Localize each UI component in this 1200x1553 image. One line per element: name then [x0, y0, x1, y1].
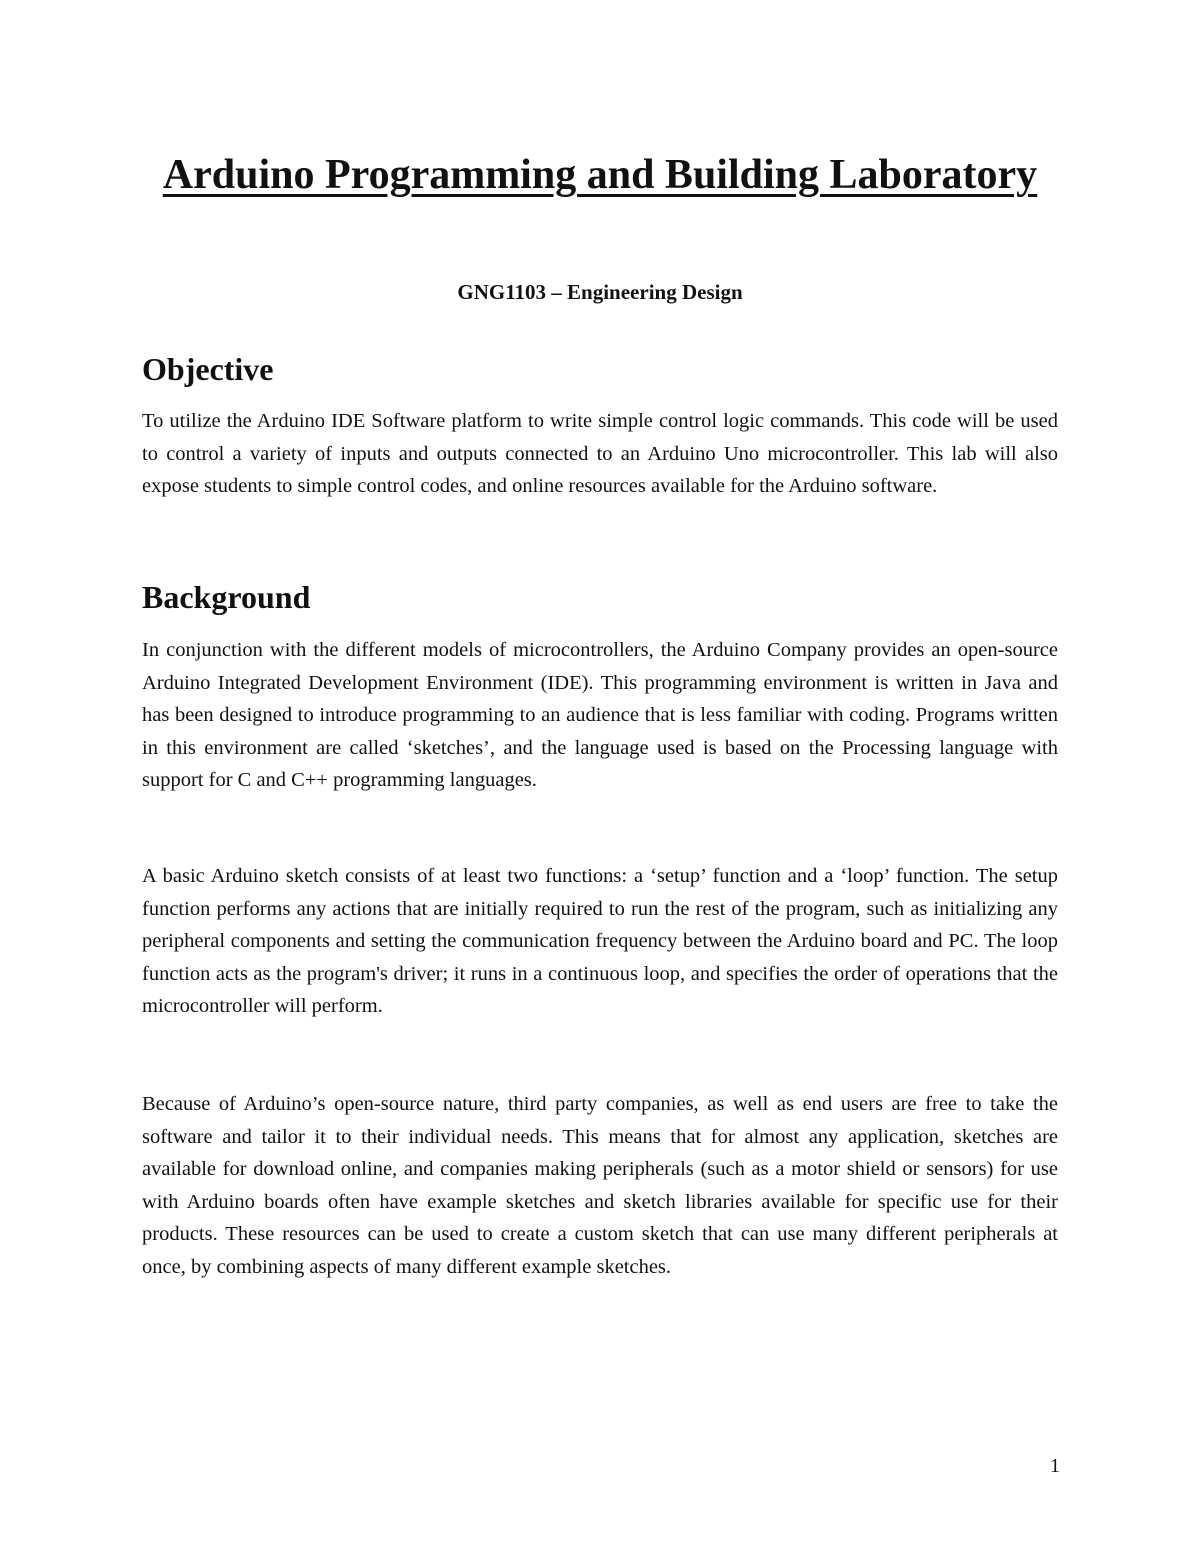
background-heading: Background [142, 579, 311, 615]
background-paragraph-1: In conjunction with the different models of microcontrollers, the Arduino Company provides an open-source Arduino Integrated Development Environment (IDE). This programming environment is written in Java and has been designed to introduce programming to an audience that is less familiar with coding. Programs written in this environment are called ‘sketches’, and the language used is based on the Processing language with support for C and C++ programming languages. [142, 639, 1058, 791]
objective-heading: Objective [142, 351, 274, 387]
page-number: 1 [1050, 1455, 1060, 1477]
objective-paragraph: To utilize the Arduino IDE Software platform to write simple control logic commands. This code will be used to control a variety of inputs and outputs connected to an Arduino Uno microcontroller. This lab will also expose students to simple control codes, and online resources available for the Arduino software. [142, 410, 1058, 497]
background-paragraph-2: A basic Arduino sketch consists of at least two functions: a ‘setup’ function and a ‘loop’ function. The setup function performs any actions that are initially required to run the rest of the program, such as initializing any peripheral components and setting the communication frequency between the Arduino board and PC. The loop function acts as the program's driver; it runs in a continuous loop, and specifies the order of operations that the microcontroller will perform. [142, 865, 1058, 1017]
background-paragraph-3: Because of Arduino’s open-source nature, third party companies, as well as end users are free to take the software and tailor it to their individual needs. This means that for almost any application, sketches are available for download online, and companies making peripherals (such as a motor shield or sensors) for use with Arduino boards often have example sketches and sketch libraries available for specific use for their products. These resources can be used to create a custom sketch that can use many different peripherals at once, by combining aspects of many different example sketches. [142, 1093, 1058, 1278]
document-title: Arduino Programming and Building Laboratory [162, 152, 1038, 198]
course-subtitle: GNG1103 – Engineering Design [457, 280, 743, 304]
